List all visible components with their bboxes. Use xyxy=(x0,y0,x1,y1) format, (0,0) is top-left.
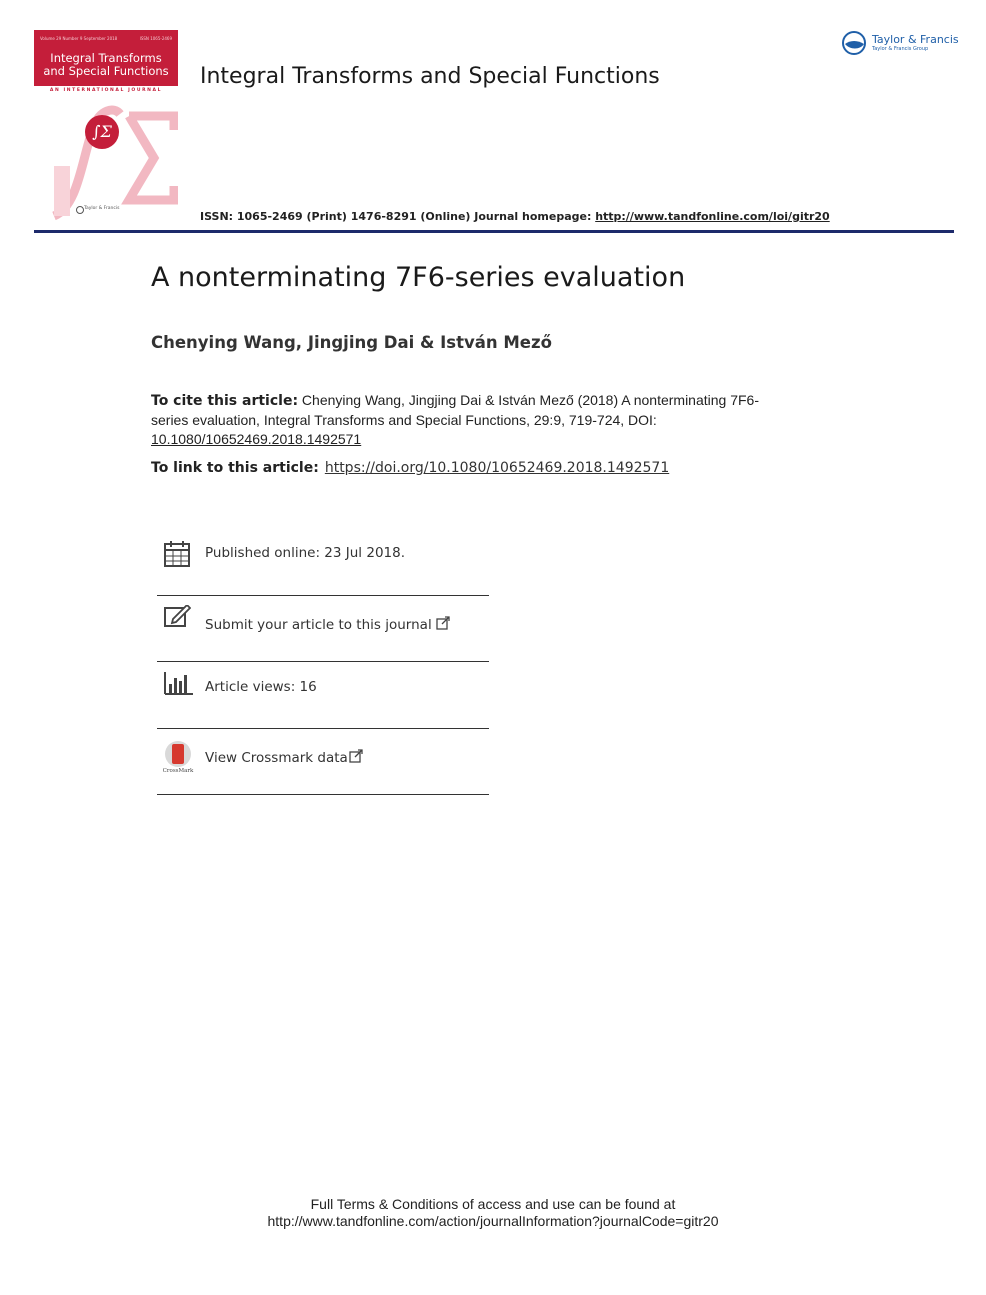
crossmark-text[interactable]: View Crossmark data xyxy=(205,750,348,766)
link-label: To link to this article: xyxy=(151,460,319,476)
article-authors: Chenying Wang, Jingjing Dai & István Mező xyxy=(151,333,552,352)
footer-line1: Full Terms & Conditions of access and use can be found at xyxy=(310,1196,676,1212)
cover-symbol: ∫Σ xyxy=(85,115,119,149)
cover-title xyxy=(34,52,178,77)
crossmark-icon xyxy=(163,740,195,774)
divider xyxy=(157,595,489,596)
divider xyxy=(157,728,489,729)
article-link-line xyxy=(151,460,669,476)
published-online-item xyxy=(157,540,489,570)
cite-label: To cite this article: xyxy=(151,393,299,409)
issn-text: ISSN: 1065-2469 (Print) 1476-8291 (Online) Journal homepage: xyxy=(200,210,596,223)
cover-volume-info: Volume 29 Number 9 September 2018 xyxy=(40,36,118,41)
svg-text:CrossMark: CrossMark xyxy=(163,768,194,774)
footer-terms-link[interactable]: http://www.tandfonline.com/action/journalInformation?journalCode=gitr20 xyxy=(267,1213,719,1229)
issn-line xyxy=(200,210,830,223)
taylor-francis-logo-subtext: Taylor & Francis Group xyxy=(872,46,929,52)
cover-subtitle: AN INTERNATIONAL JOURNAL xyxy=(49,88,163,93)
cover-issn: ISSN 1065-2469 xyxy=(139,36,172,41)
article-title: A nonterminating 7F6-series evaluation xyxy=(151,262,686,293)
taylor-francis-logo-icon[interactable] xyxy=(842,30,870,58)
article-doi-link[interactable]: https://doi.org/10.1080/10652469.2018.1492571 xyxy=(324,460,670,476)
journal-title[interactable]: Integral Transforms and Special Functions xyxy=(200,64,660,89)
cover-title-line2: and Special Functions xyxy=(43,63,169,78)
divider xyxy=(157,794,489,795)
crossmark-item[interactable] xyxy=(157,740,489,778)
calendar-icon xyxy=(163,540,191,568)
journal-homepage-link[interactable]: http://www.tandfonline.com/loi/gitr20 xyxy=(595,210,830,223)
submit-article-text[interactable]: Submit your article to this journal xyxy=(205,617,432,633)
header-rule xyxy=(34,230,954,233)
published-online-text: Published online: 23 Jul 2018. xyxy=(205,545,406,561)
article-views-text: Article views: 16 xyxy=(205,679,317,695)
citation-block xyxy=(151,391,791,449)
cover-publisher-icon xyxy=(76,206,84,214)
taylor-francis-logo-text[interactable]: Taylor & Francis xyxy=(872,33,959,46)
external-link-icon[interactable] xyxy=(436,616,450,630)
article-views-item xyxy=(157,672,489,706)
edit-icon xyxy=(163,605,191,629)
footer-terms xyxy=(0,1196,986,1230)
cover-publisher: Taylor & Francis xyxy=(84,206,120,211)
external-link-icon[interactable] xyxy=(349,749,363,763)
cite-doi-link[interactable]: 10.1080/10652469.2018.1492571 xyxy=(151,431,362,447)
cover-title-line1: Integral Transforms xyxy=(50,51,162,65)
divider xyxy=(157,661,489,662)
journal-cover-image xyxy=(34,30,178,222)
crossmark-link[interactable] xyxy=(205,749,363,766)
cite-text: Chenying Wang, Jingjing Dai & István Mező (2018) A nonterminating 7F6-series evaluation, Integral Transforms and Special Functions, 29:9, 719-724, DOI: xyxy=(151,392,759,428)
submit-article-link[interactable] xyxy=(205,616,450,633)
bar-chart-icon xyxy=(163,672,193,696)
submit-article-item[interactable] xyxy=(157,605,489,645)
